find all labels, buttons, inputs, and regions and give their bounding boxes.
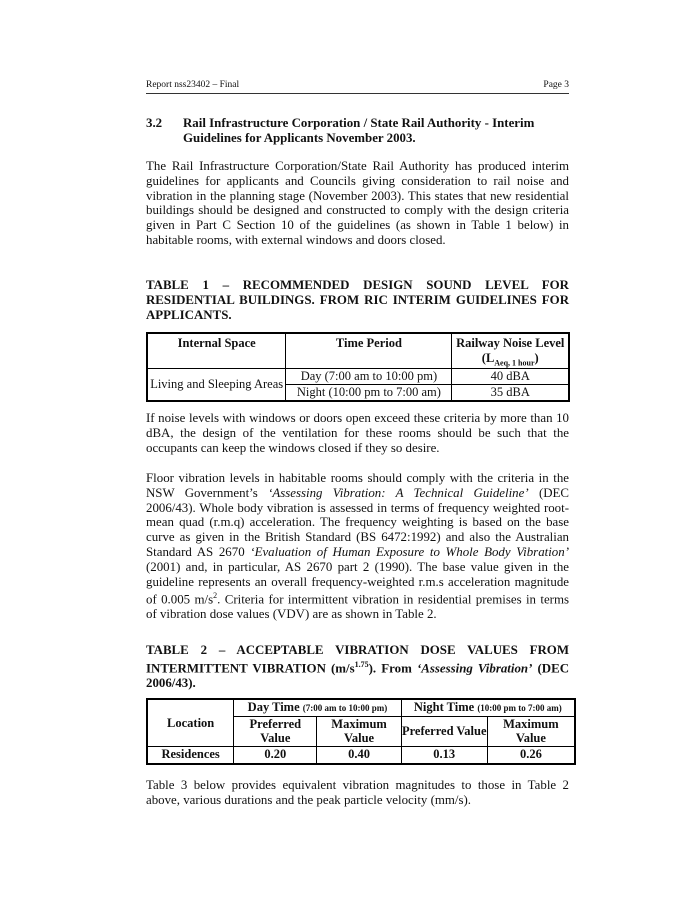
table2-cell-day-preferred: 0.20 bbox=[234, 746, 317, 764]
table1 bbox=[146, 332, 570, 402]
paragraph-vibration: Floor vibration levels in habitable rooms should comply with the criteria in the NSW Government’s ‘Assessing Vibration: A Technical Guideline’ (DEC 2006/43). Whole body vibration is assessed in terms of frequency weighted root-mean quad (r.m.q) acceleration. The frequency weighting is based on the base curve as given in the British Standard (BS 6472:1992) and also the Australian Standard AS 2670 ‘Evaluation of Human Exposure to Whole Body Vibration’ (2001) and, in particular, AS 2670 part 2 (1990). The base value given in the guideline represents an overall frequency-weighted r.m.s acceleration magnitude of 0.005 $m/s^2$. Criteria for intermittent vibration in residential premises in terms of vibration dose values (VDV) are as shown in Table 2. bbox=[146, 471, 570, 622]
table1-header-level: Railway Noise Level $(L_{Aeq, 1 hour})$ bbox=[452, 333, 569, 368]
section-heading bbox=[146, 116, 569, 146]
table2-header-night-preferred: Preferred Value bbox=[401, 716, 487, 746]
table2-header-night: Night Time (10:00 pm to 7:00 am) bbox=[401, 699, 575, 716]
table2-cell-night-preferred: 0.13 bbox=[401, 746, 487, 764]
table1-cell-day-period: Day (7:00 am to 10:00 pm) bbox=[286, 368, 452, 384]
table2-cell-day-maximum: 0.40 bbox=[317, 746, 401, 764]
page-number: Page 3 bbox=[543, 80, 569, 90]
table2-caption: TABLE 2 – ACCEPTABLE VIBRATION DOSE VALUES FROM INTERMITTENT VIBRATION $(m/s^{1.75})$. From ‘Assessing Vibration’ (DEC 2006/43). bbox=[146, 643, 569, 690]
paragraph-windows: If noise levels with windows or doors open exceed these criteria by more than 10 dBA, the design of the ventilation for these rooms should be such that the occupants can keep the windows closed if they so desire. bbox=[146, 411, 569, 455]
table1-cell-night-period: Night (10:00 pm to 7:00 am) bbox=[286, 384, 452, 401]
table1-cell-day-level: 40 dBA bbox=[452, 368, 569, 384]
section-title: Rail Infrastructure Corporation / State Rail Authority - Interim Guidelines for Applicants November 2003. bbox=[183, 116, 535, 145]
table2-row-label: Residences bbox=[147, 746, 234, 764]
report-id: Report nss23402 – Final bbox=[146, 80, 240, 90]
table2-header-day: Day Time (7:00 am to 10:00 pm) bbox=[234, 699, 401, 716]
table2 bbox=[146, 698, 576, 765]
header-divider bbox=[146, 93, 569, 94]
table2-header-night-maximum: Maximum Value bbox=[487, 716, 575, 746]
table1-cell-night-level: 35 dBA bbox=[452, 384, 569, 401]
table1-header-period: Time Period bbox=[286, 333, 452, 368]
section-number: 3.2 bbox=[146, 116, 163, 130]
paragraph-table3-intro: Table 3 below provides equivalent vibration magnitudes to those in Table 2 above, various durations and the peak particle velocity (mm/s). bbox=[146, 778, 569, 807]
table1-caption: TABLE 1 – RECOMMENDED DESIGN SOUND LEVEL FOR RESIDENTIAL BUILDINGS. FROM RIC INTERIM GUIDELINES FOR APPLICANTS. bbox=[146, 278, 569, 322]
table1-header-space: Internal Space bbox=[147, 333, 286, 368]
table2-header-day-preferred: Preferred Value bbox=[234, 716, 317, 746]
table1-cell-space: Living and Sleeping Areas bbox=[147, 368, 286, 401]
table2-header-location: Location bbox=[147, 699, 234, 746]
paragraph-intro: The Rail Infrastructure Corporation/State Rail Authority has produced interim guidelines for applicants and Councils giving consideration to rail noise and vibration in the planning stage (November 2003). This states that new residential buildings should be designed and constructed to comply with the design criteria given in Part C Section 10 of the guidelines (as shown in Table 1 below) in habitable rooms, with external windows and doors closed. bbox=[146, 159, 569, 247]
table2-cell-night-maximum: 0.26 bbox=[487, 746, 575, 764]
table2-header-day-maximum: Maximum Value bbox=[317, 716, 401, 746]
